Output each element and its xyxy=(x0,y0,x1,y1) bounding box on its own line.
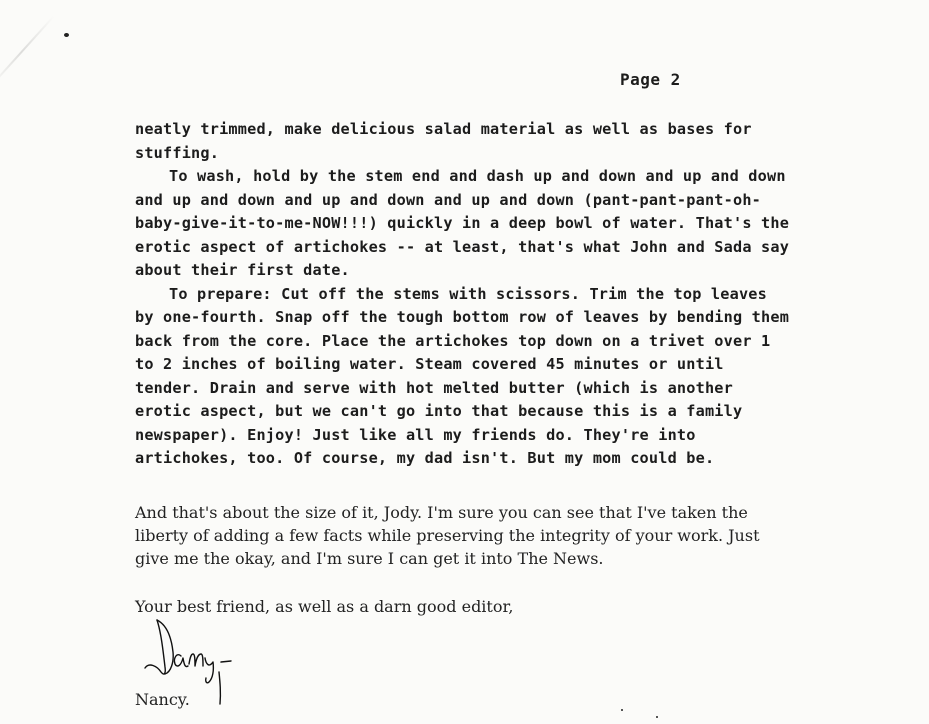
closing-paragraph: And that's about the size of it, Jody. I'm sure you can see that I've taken the liberty of adding a few facts while preserving the integrity of your work. Just give me the okay, and I'm sure I can get it into The News. xyxy=(135,503,760,568)
ink-speck xyxy=(656,716,658,718)
closing-line: Your best friend, as well as a darn good editor, xyxy=(135,597,514,616)
ink-speck xyxy=(621,709,623,711)
typed-insert-text xyxy=(135,118,795,471)
ink-speck xyxy=(64,33,69,37)
typed-paragraph: To prepare: Cut off the stems with scissors. Trim the top leaves by one-fourth. Snap off the tough bottom row of leaves by bending them back from the core. Place the artichokes top down on a trivet over 1 to 2 inches of boiling water. Steam covered 45 minutes or until tender. Drain and serve with hot melted butter (which is another erotic aspect, but we can't go into that because this is a family newspaper). Enjoy! Just like all my friends do. They're into artichokes, too. Of course, my dad isn't. But my mom could be. xyxy=(135,284,790,467)
paper-crease-mark xyxy=(0,16,54,88)
typed-paragraph: neatly trimmed, make delicious salad material as well as bases for stuffing. xyxy=(135,120,752,162)
typed-paragraph: To wash, hold by the stem end and dash up and down and up and down and up and down and up and down and up and down (pant-pant-pant-oh-baby-give-it-to-me-NOW!!!) quickly in a deep bowl of water. That's the erotic aspect of artichokes -- at least, that's what John and Sada say about their first date. xyxy=(135,167,790,279)
page-number: Page 2 xyxy=(620,70,681,89)
sender-name: Nancy. xyxy=(135,690,190,709)
